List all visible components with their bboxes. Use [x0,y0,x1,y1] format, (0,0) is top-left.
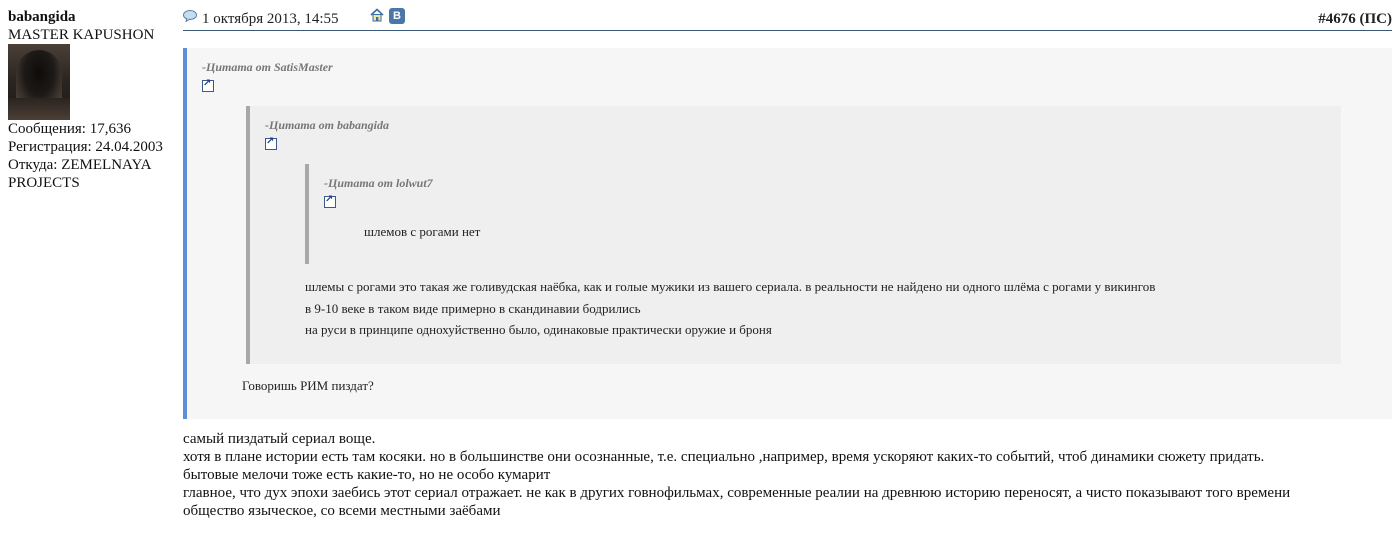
avatar-body-shape [8,98,70,120]
quote-inner [305,164,1341,264]
author-posts-count: Сообщения: 17,636 [8,121,131,137]
post-body-line: главное, что дух эпохи заебись этот сериал отражает. не как в других говнофильмах, современные реалии на древнюю историю переносят, а чисто показывают того времени [183,485,1291,501]
quote-middle-text [305,276,1155,341]
post [183,8,1392,393]
avatar[interactable] [8,44,70,120]
quote-middle-header: -Цитата от babangida [265,118,390,132]
quote-inner-header: -Цитата от lolwut7 [324,176,433,190]
post-body [183,430,1290,520]
quote-outer-header: -Цитата от SatisMaster [202,60,333,74]
quote-outer-text: Говоришь РИМ пиздат? [242,378,374,393]
vk-icon[interactable]: В [389,8,405,24]
post-body-line: самый пиздатый сериал воще. [183,431,376,447]
author-sidebar [8,8,180,192]
post-body-line: бытовые мелочи тоже есть какие-то, но не особо кумарит [183,467,551,483]
post-number[interactable] [1318,9,1392,29]
post-header [183,8,1392,31]
quote-middle [246,106,1341,364]
quote-middle-line: шлемы с рогами это такая же голивудская наёбка, как и голые мужики из вашего сериала. в реальности не найдено ни одного шлёма с рогами у викингов [305,279,1156,294]
quote-outer [183,48,1392,419]
author-registration-date: Регистрация: 24.04.2003 [8,139,163,155]
post-date: 1 октября 2013, 14:55 [202,11,339,27]
quote-middle-line: на руси в принципе однохуйственно было, одинаковые практически оружие и броня [305,322,772,337]
quote-middle-line: в 9-10 веке в таком виде примерно в скандинавии бодрились [305,300,641,316]
post-number-suffix: (ПС) [1355,11,1392,27]
quote-middle-link-icon[interactable] [265,138,277,150]
quote-inner-text: шлемов с рогами нет [364,224,481,239]
post-body-line: хотя в плане истории есть там косяки. но в большинстве они осознанные, т.е. специально ,например, время ускоряют каких-то событий, чтоб динамики сюжету придать. [183,449,1265,465]
quote-outer-link-icon[interactable] [202,80,214,92]
post-body-line: общество языческое, со всеми местными заёбами [183,503,501,519]
author-location: Откуда: ZEMELNAYA [8,157,152,173]
author-location-continued: PROJECTS [8,175,80,191]
speech-bubble-icon [183,10,197,22]
home-icon[interactable] [370,8,384,22]
author-title: MASTER KAPUSHON [8,27,155,43]
post-number-link[interactable]: #4676 [1318,11,1356,27]
author-username[interactable]: babangida [8,9,76,25]
quote-inner-link-icon[interactable] [324,196,336,208]
